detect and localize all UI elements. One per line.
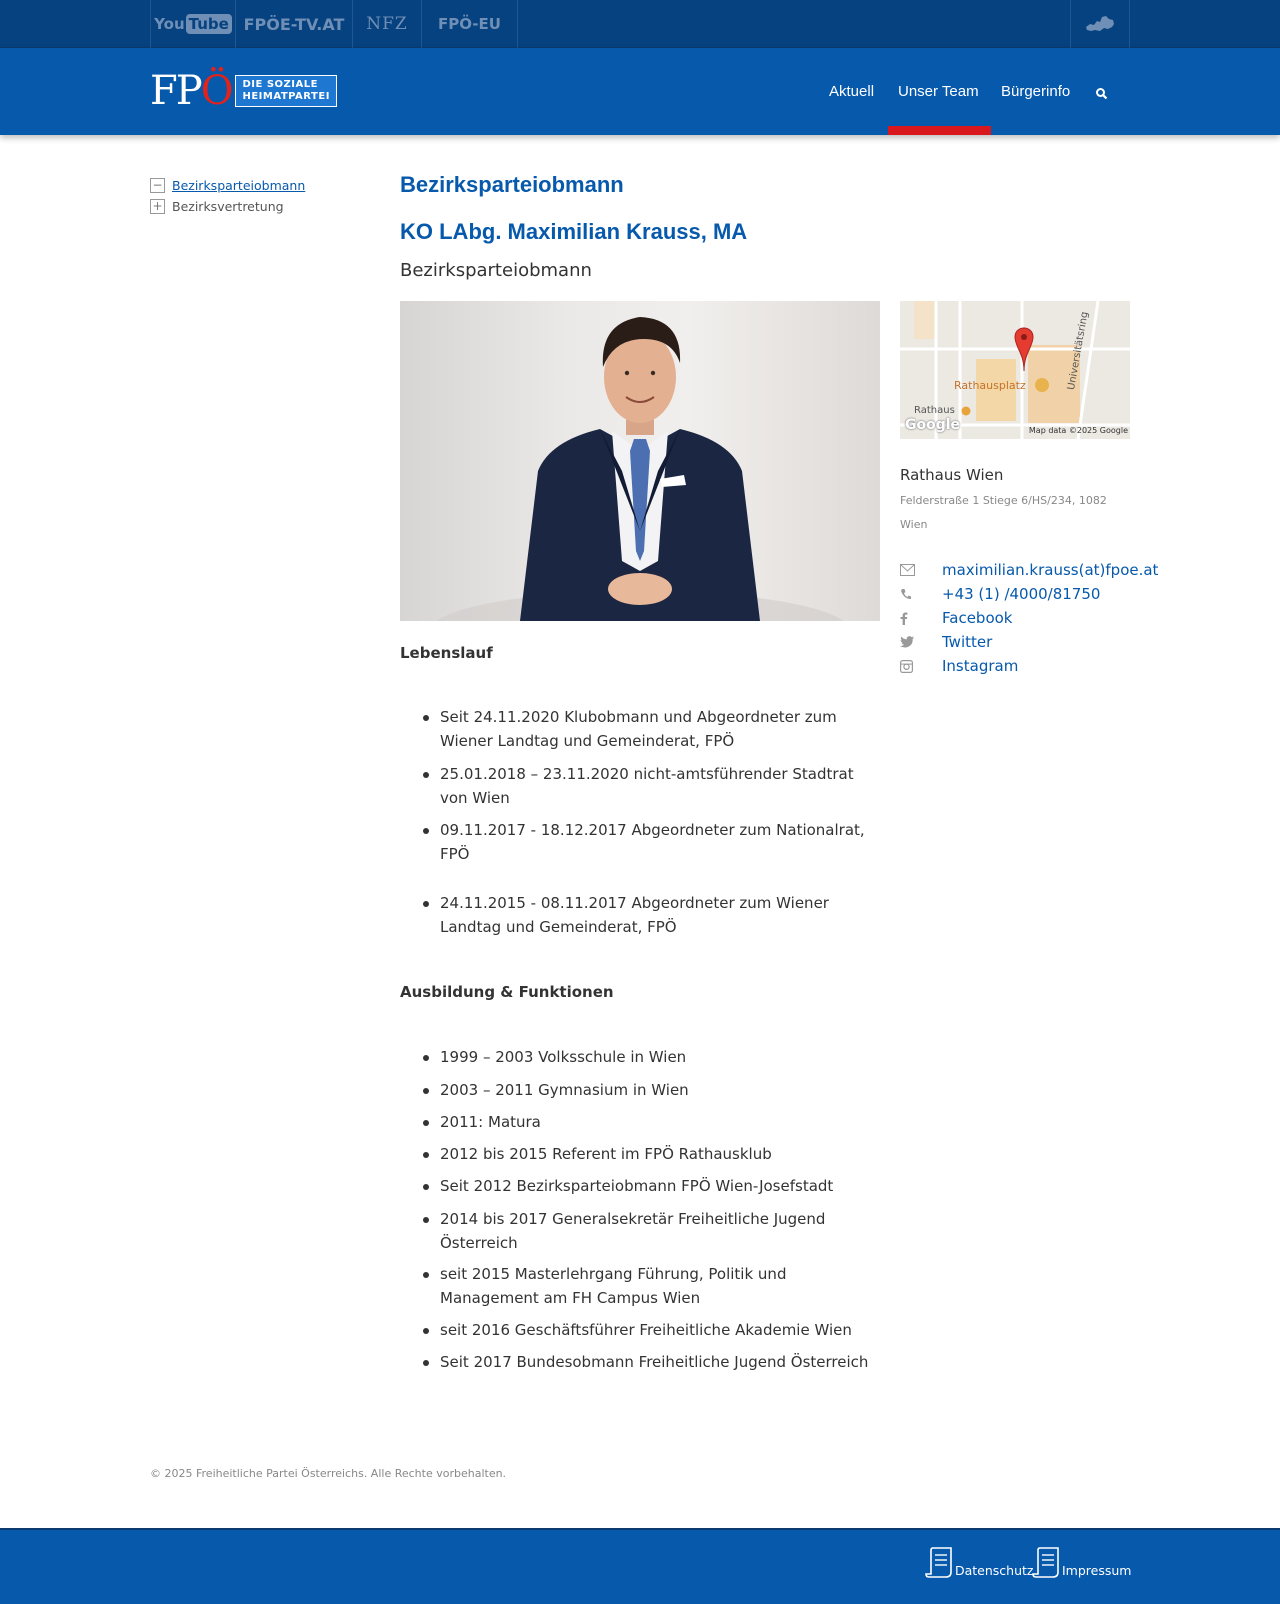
fpoe-tv-link[interactable] [235,0,352,48]
document-icon [1032,1546,1062,1580]
austria-map-link[interactable] [1070,0,1130,48]
list-item: 25.01.2018 – 23.11.2020 nicht-amtsführender Stadtrat von Wien [440,762,880,810]
twitter-link[interactable]: Twitter [942,633,993,651]
section-title: Bezirksparteiobmann [400,172,624,197]
fpo-logo[interactable] [150,68,337,114]
search-icon[interactable] [1095,86,1109,100]
youtube-logo-tube: Tube [186,14,232,34]
top-bar [0,0,1280,48]
contact-instagram[interactable] [900,657,1018,675]
location-title: Rathaus Wien [900,466,1004,484]
youtube-logo-you: You [154,15,185,33]
main-header [0,48,1280,135]
nav-buergerinfo[interactable]: Bürgerinfo [1001,83,1071,100]
list-item: seit 2016 Geschäftsführer Freiheitliche Akademie Wien [440,1318,880,1342]
facebook-link[interactable]: Facebook [942,609,1013,627]
map-label-rathaus: Rathaus [914,405,955,416]
education-heading: Ausbildung & Funktionen [400,983,614,1001]
list-item: Seit 2017 Bundesobmann Freiheitliche Jugend Österreich [440,1350,880,1374]
logo-wordmark [150,68,232,114]
list-item: Seit 2012 Bezirksparteiobmann FPÖ Wien-Josefstadt [440,1174,880,1198]
logo-p: P [175,68,201,114]
fpoe-eu-label: FPÖ-EU [438,15,501,33]
facebook-icon [900,612,942,625]
phone-icon [900,588,942,600]
list-item: Seit 24.11.2020 Klubobmann und Abgeordneter zum Wiener Landtag und Gemeinderat, FPÖ [440,705,880,753]
address-line-2: Wien [900,518,928,531]
logo-f: F [150,68,176,114]
person-role: Bezirksparteiobmann [400,260,592,281]
map-label-street: Universitätsring [1066,310,1091,391]
phone-link[interactable]: +43 (1) /4000/81750 [942,585,1101,603]
collapse-icon[interactable]: − [150,178,165,193]
map-attribution: Map data ©2025 Google [1028,426,1128,435]
logo-tagline [235,75,336,107]
cv-heading: Lebenslauf [400,644,493,662]
fpoe-tv-label: FPÖE-TV.AT [243,14,345,34]
datenschutz-label[interactable]: Datenschutz [955,1563,1034,1578]
address-line-1: Felderstraße 1 Stiege 6/HS/234, 1082 [900,494,1107,507]
list-item: seit 2015 Masterlehrgang Führung, Politik und Management am FH Campus Wien [440,1262,880,1310]
nav-unser-team[interactable]: Unser Team [898,83,979,100]
sidebar-item-label[interactable]: Bezirksvertretung [172,199,284,214]
map-label-rathausplatz: Rathausplatz [954,379,1026,392]
contact-twitter[interactable] [900,633,992,651]
footer-link-impressum[interactable] [1032,1546,1131,1580]
sidebar-item-label[interactable]: Bezirksparteiobmann [172,178,306,193]
nfz-link[interactable] [352,0,421,48]
logo-tagline-line1: DIE SOZIALE [242,79,318,90]
copyright-text: © 2025 Freiheitliche Partei Österreichs. Alle Rechte vorbehalten. [150,1467,507,1480]
youtube-link[interactable] [150,0,235,48]
document-icon [925,1546,955,1580]
nfz-label: NFZ [366,14,408,34]
twitter-icon [900,636,942,648]
list-item: 2011: Matura [440,1110,880,1134]
sidebar-item-bezirksparteiobmann[interactable] [150,178,305,193]
list-item: 2014 bis 2017 Generalsekretär Freiheitliche Jugend Österreich [440,1207,880,1255]
fpoe-eu-link[interactable] [421,0,518,48]
email-link[interactable]: maximilian.krauss(at)fpoe.at [942,561,1159,579]
list-item: 2012 bis 2015 Referent im FPÖ Rathausklub [440,1142,880,1166]
google-logo: Google [905,417,961,433]
contact-phone[interactable] [900,585,1100,603]
nav-aktuell[interactable]: Aktuell [829,83,875,100]
nav-active-indicator [888,126,991,135]
envelope-icon [900,564,942,576]
austria-map-icon [1084,13,1116,35]
sidebar-item-bezirksvertretung[interactable] [150,199,284,214]
top-bar-links [150,0,1130,48]
instagram-icon [900,660,942,673]
expand-icon[interactable]: + [150,199,165,214]
logo-tagline-line2: HEIMATPARTEI [242,91,330,102]
list-item: 2003 – 2011 Gymnasium in Wien [440,1078,880,1102]
list-item: 24.11.2015 - 08.11.2017 Abgeordneter zum Wiener Landtag und Gemeinderat, FPÖ [440,891,880,939]
logo-o: Ö [200,68,232,114]
contact-email[interactable] [900,561,1158,579]
impressum-label[interactable]: Impressum [1062,1563,1132,1578]
contact-facebook[interactable] [900,609,1012,627]
list-item: 1999 – 2003 Volksschule in Wien [440,1045,880,1069]
portrait-photo [400,301,880,621]
location-map[interactable] [900,301,1130,439]
list-item: 09.11.2017 - 18.12.2017 Abgeordneter zum Nationalrat, FPÖ [440,818,880,866]
footer-link-datenschutz[interactable] [925,1546,1034,1580]
instagram-link[interactable]: Instagram [942,657,1019,675]
person-name: KO LAbg. Maximilian Krauss, MA [400,219,748,244]
